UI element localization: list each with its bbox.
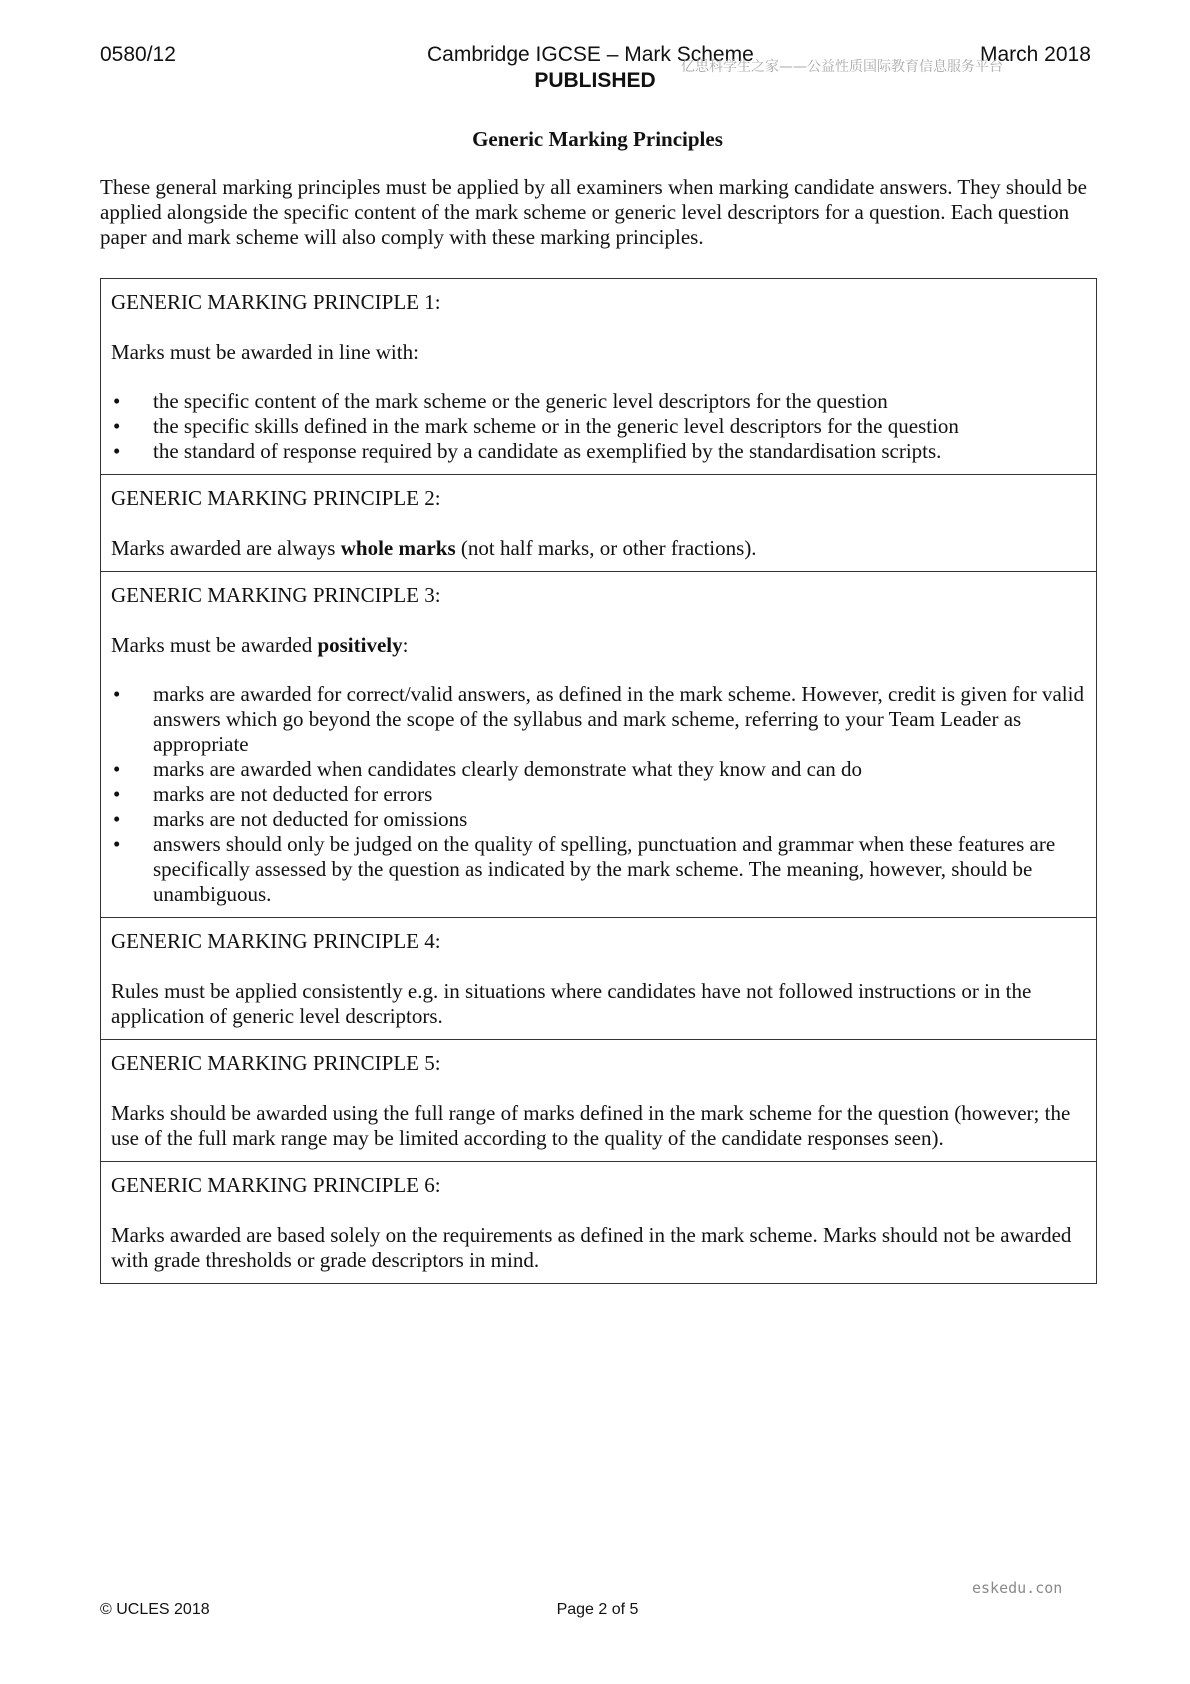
principle-text-start: Marks must be awarded [111, 633, 318, 657]
bullet-text: marks are awarded for correct/valid answers, as defined in the mark scheme. However, credit is given for valid answers which go beyond the scope of the syllabus and mark scheme, referring to your Team Leader as appropriate [153, 682, 1084, 756]
footer-watermark: eskedu.con [972, 1579, 1063, 1597]
principle-bullet-item [111, 389, 1086, 414]
principle-text-start: Marks awarded are always [111, 536, 341, 560]
principle-heading: GENERIC MARKING PRINCIPLE 2: [111, 486, 441, 510]
bullet-icon: • [113, 414, 121, 438]
paper-code: 0580/12 [100, 43, 176, 66]
document-title: Cambridge IGCSE – Mark Scheme [427, 43, 754, 66]
principle-heading: GENERIC MARKING PRINCIPLE 5: [111, 1051, 441, 1075]
principle-text: Marks should be awarded using the full range of marks defined in the mark scheme for the question (however; the use of the full mark range may be limited according to the quality of the candidate responses seen). [111, 1101, 1071, 1150]
principle-row-2 [101, 475, 1097, 572]
principle-text-bold: positively [317, 633, 403, 657]
bullet-text: the specific content of the mark scheme or the generic level descriptors for the question [153, 389, 888, 413]
bullet-text: marks are awarded when candidates clearly demonstrate what they know and can do [153, 757, 863, 781]
principle-text-bold: whole marks [340, 536, 456, 560]
principles-table [100, 278, 1097, 1284]
principle-row-6 [101, 1162, 1097, 1284]
principle-cell-5 [101, 1040, 1097, 1162]
principle-text [111, 536, 1086, 561]
copyright-notice: © UCLES 2018 [100, 1601, 210, 1618]
published-label: PUBLISHED [534, 69, 656, 92]
bullet-text: answers should only be judged on the quality of spelling, punctuation and grammar when these features are specifically assessed by the question as indicated by the mark scheme. The meaning, however, should be unambiguous. [153, 832, 1056, 906]
document-date: March 2018 [980, 43, 1091, 66]
page-title: Generic Marking Principles [472, 127, 723, 151]
bullet-icon: • [113, 832, 121, 856]
bullet-icon: • [113, 782, 121, 806]
principle-heading: GENERIC MARKING PRINCIPLE 4: [111, 929, 441, 953]
principle-text: Marks awarded are based solely on the requirements as defined in the mark scheme. Marks should not be awarded with grade thresholds or grade descriptors in mind. [111, 1223, 1072, 1272]
principle-row-3 [101, 572, 1097, 918]
principle-bullet-item [111, 757, 1086, 782]
principle-row-1 [101, 279, 1097, 475]
principle-bullet-item [111, 782, 1086, 807]
principle-row-4 [101, 918, 1097, 1040]
principle-cell-2 [101, 475, 1097, 572]
header-watermark: 亿思科学生之家——公益性质国际教育信息服务平台 [681, 59, 1003, 75]
bullet-text: the standard of response required by a candidate as exemplified by the standardisation scripts. [153, 439, 942, 463]
principle-cell-6 [101, 1162, 1097, 1284]
principle-bullet-item [111, 807, 1086, 832]
bullet-icon: • [113, 807, 121, 831]
principle-row-5 [101, 1040, 1097, 1162]
bullet-icon: • [113, 439, 121, 463]
principle-bullet-list [111, 682, 1086, 907]
principle-bullet-item [111, 439, 1086, 464]
intro-paragraph: These general marking principles must be applied by all examiners when marking candidate answers. They should be applied alongside the specific content of the mark scheme or generic level descriptors for a question. Each question paper and mark scheme will also comply with these marking principles. [100, 175, 1087, 249]
bullet-icon: • [113, 682, 121, 706]
bullet-icon: • [113, 389, 121, 413]
bullet-text: marks are not deducted for omissions [153, 807, 468, 831]
principle-bullet-list [111, 389, 1086, 464]
bullet-text: marks are not deducted for errors [153, 782, 433, 806]
principle-text-end: : [402, 633, 409, 657]
principle-text [111, 633, 1086, 658]
principle-bullet-item [111, 682, 1086, 757]
principle-cell-3 [101, 572, 1097, 918]
principle-text: Marks must be awarded in line with: [111, 340, 419, 364]
principle-heading: GENERIC MARKING PRINCIPLE 1: [111, 290, 441, 314]
principle-bullet-item [111, 832, 1086, 907]
principle-text-end: (not half marks, or other fractions). [455, 536, 757, 560]
principle-heading: GENERIC MARKING PRINCIPLE 3: [111, 583, 441, 607]
principle-cell-1 [101, 279, 1097, 475]
principle-bullet-item [111, 414, 1086, 439]
bullet-text: the specific skills defined in the mark scheme or in the generic level descriptors for the question [153, 414, 959, 438]
principle-text: Rules must be applied consistently e.g. in situations where candidates have not followed instructions or in the application of generic level descriptors. [111, 979, 1032, 1028]
page-number: Page 2 of 5 [556, 1601, 639, 1618]
principle-cell-4 [101, 918, 1097, 1040]
principle-heading: GENERIC MARKING PRINCIPLE 6: [111, 1173, 441, 1197]
bullet-icon: • [113, 757, 121, 781]
